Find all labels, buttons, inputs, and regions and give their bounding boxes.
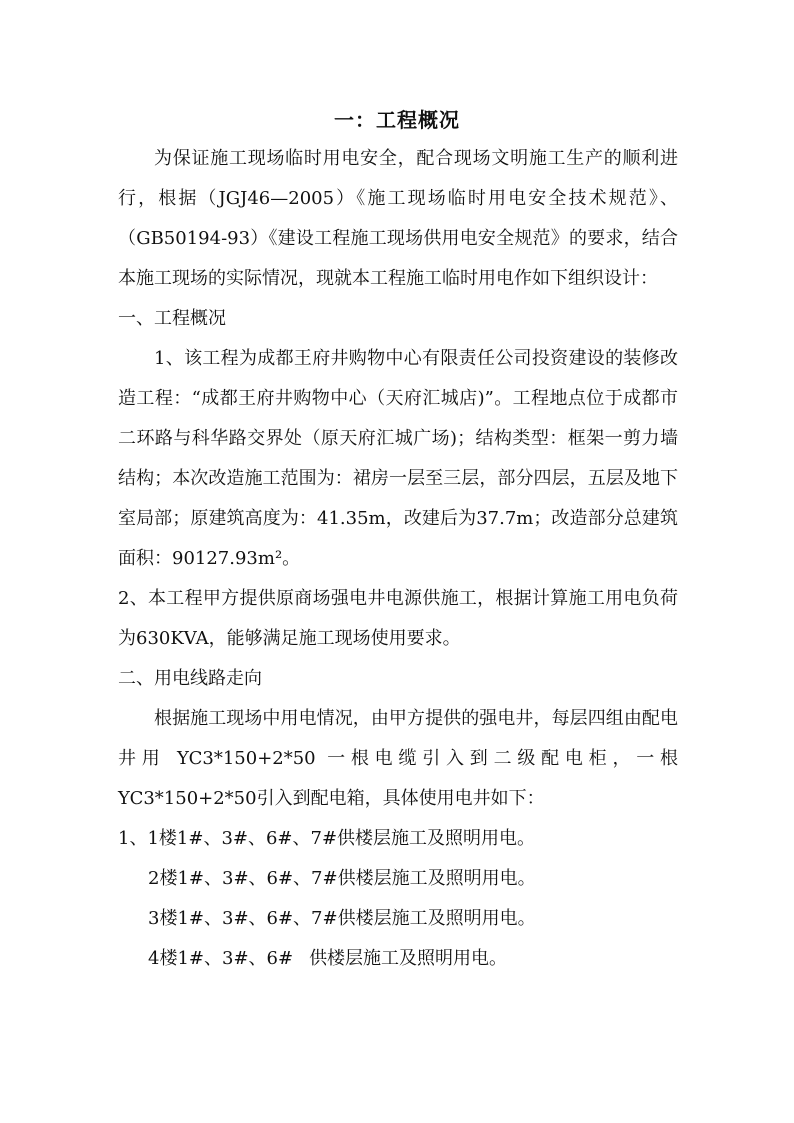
floor-3-item: 3楼1#、3#、6#、7#供楼层施工及照明用电。	[148, 908, 536, 929]
floor-4-usage: 供楼层施工及照明用电。	[309, 948, 508, 969]
section1-heading: 一、工程概况	[118, 308, 226, 329]
section1-item1: 1、该工程为成都王府井购物中心有限责任公司投资建设的装修改造工程：“成都王府井购物中心（天府汇城店)”。工程地点位于成都市二环路与科华路交界处（原天府汇城广场)；结构类型：框架一剪力墙结构；本次改造施工范围为：裙房一层至三层，部分四层，五层及地下室局部；原建筑高度为：41.35m，改建后为37.7m；改造部分总建筑面积：90127.93m²。	[118, 348, 678, 569]
floor-1-item: 1、1楼1#、3#、6#、7#供楼层施工及照明用电。	[118, 828, 536, 849]
section2-heading: 二、用电线路走向	[118, 668, 262, 689]
floor-2-item: 2楼1#、3#、6#、7#供楼层施工及照明用电。	[148, 868, 536, 889]
floor-4-wells: 4楼1#、3#、6#	[148, 948, 294, 969]
floor-4-item	[118, 939, 678, 979]
intro-paragraph: 为保证施工现场临时用电安全，配合现场文明施工生产的顺利进行，根据（JGJ46—2005）《施工现场临时用电安全技术规范》、（GB50194-93）《建设工程施工现场供用电安全规范》的要求，结合本施工现场的实际情况，现就本工程施工临时用电作如下组织设计：	[118, 148, 678, 289]
section1-item2: 2、本工程甲方提供原商场强电井电源供施工，根据计算施工用电负荷为630KVA，能够满足施工现场使用要求。	[118, 588, 678, 649]
page-title: 一：工程概况	[334, 108, 460, 132]
section2-paragraph: 根据施工现场中用电情况，由甲方提供的强电井，每层四组由配电井用 YC3*150+2*50 一根电缆引入到二级配电柜，一根YC3*150+2*50引入到配电箱，具体使用电井如下：	[118, 708, 678, 809]
document-body	[118, 139, 678, 979]
